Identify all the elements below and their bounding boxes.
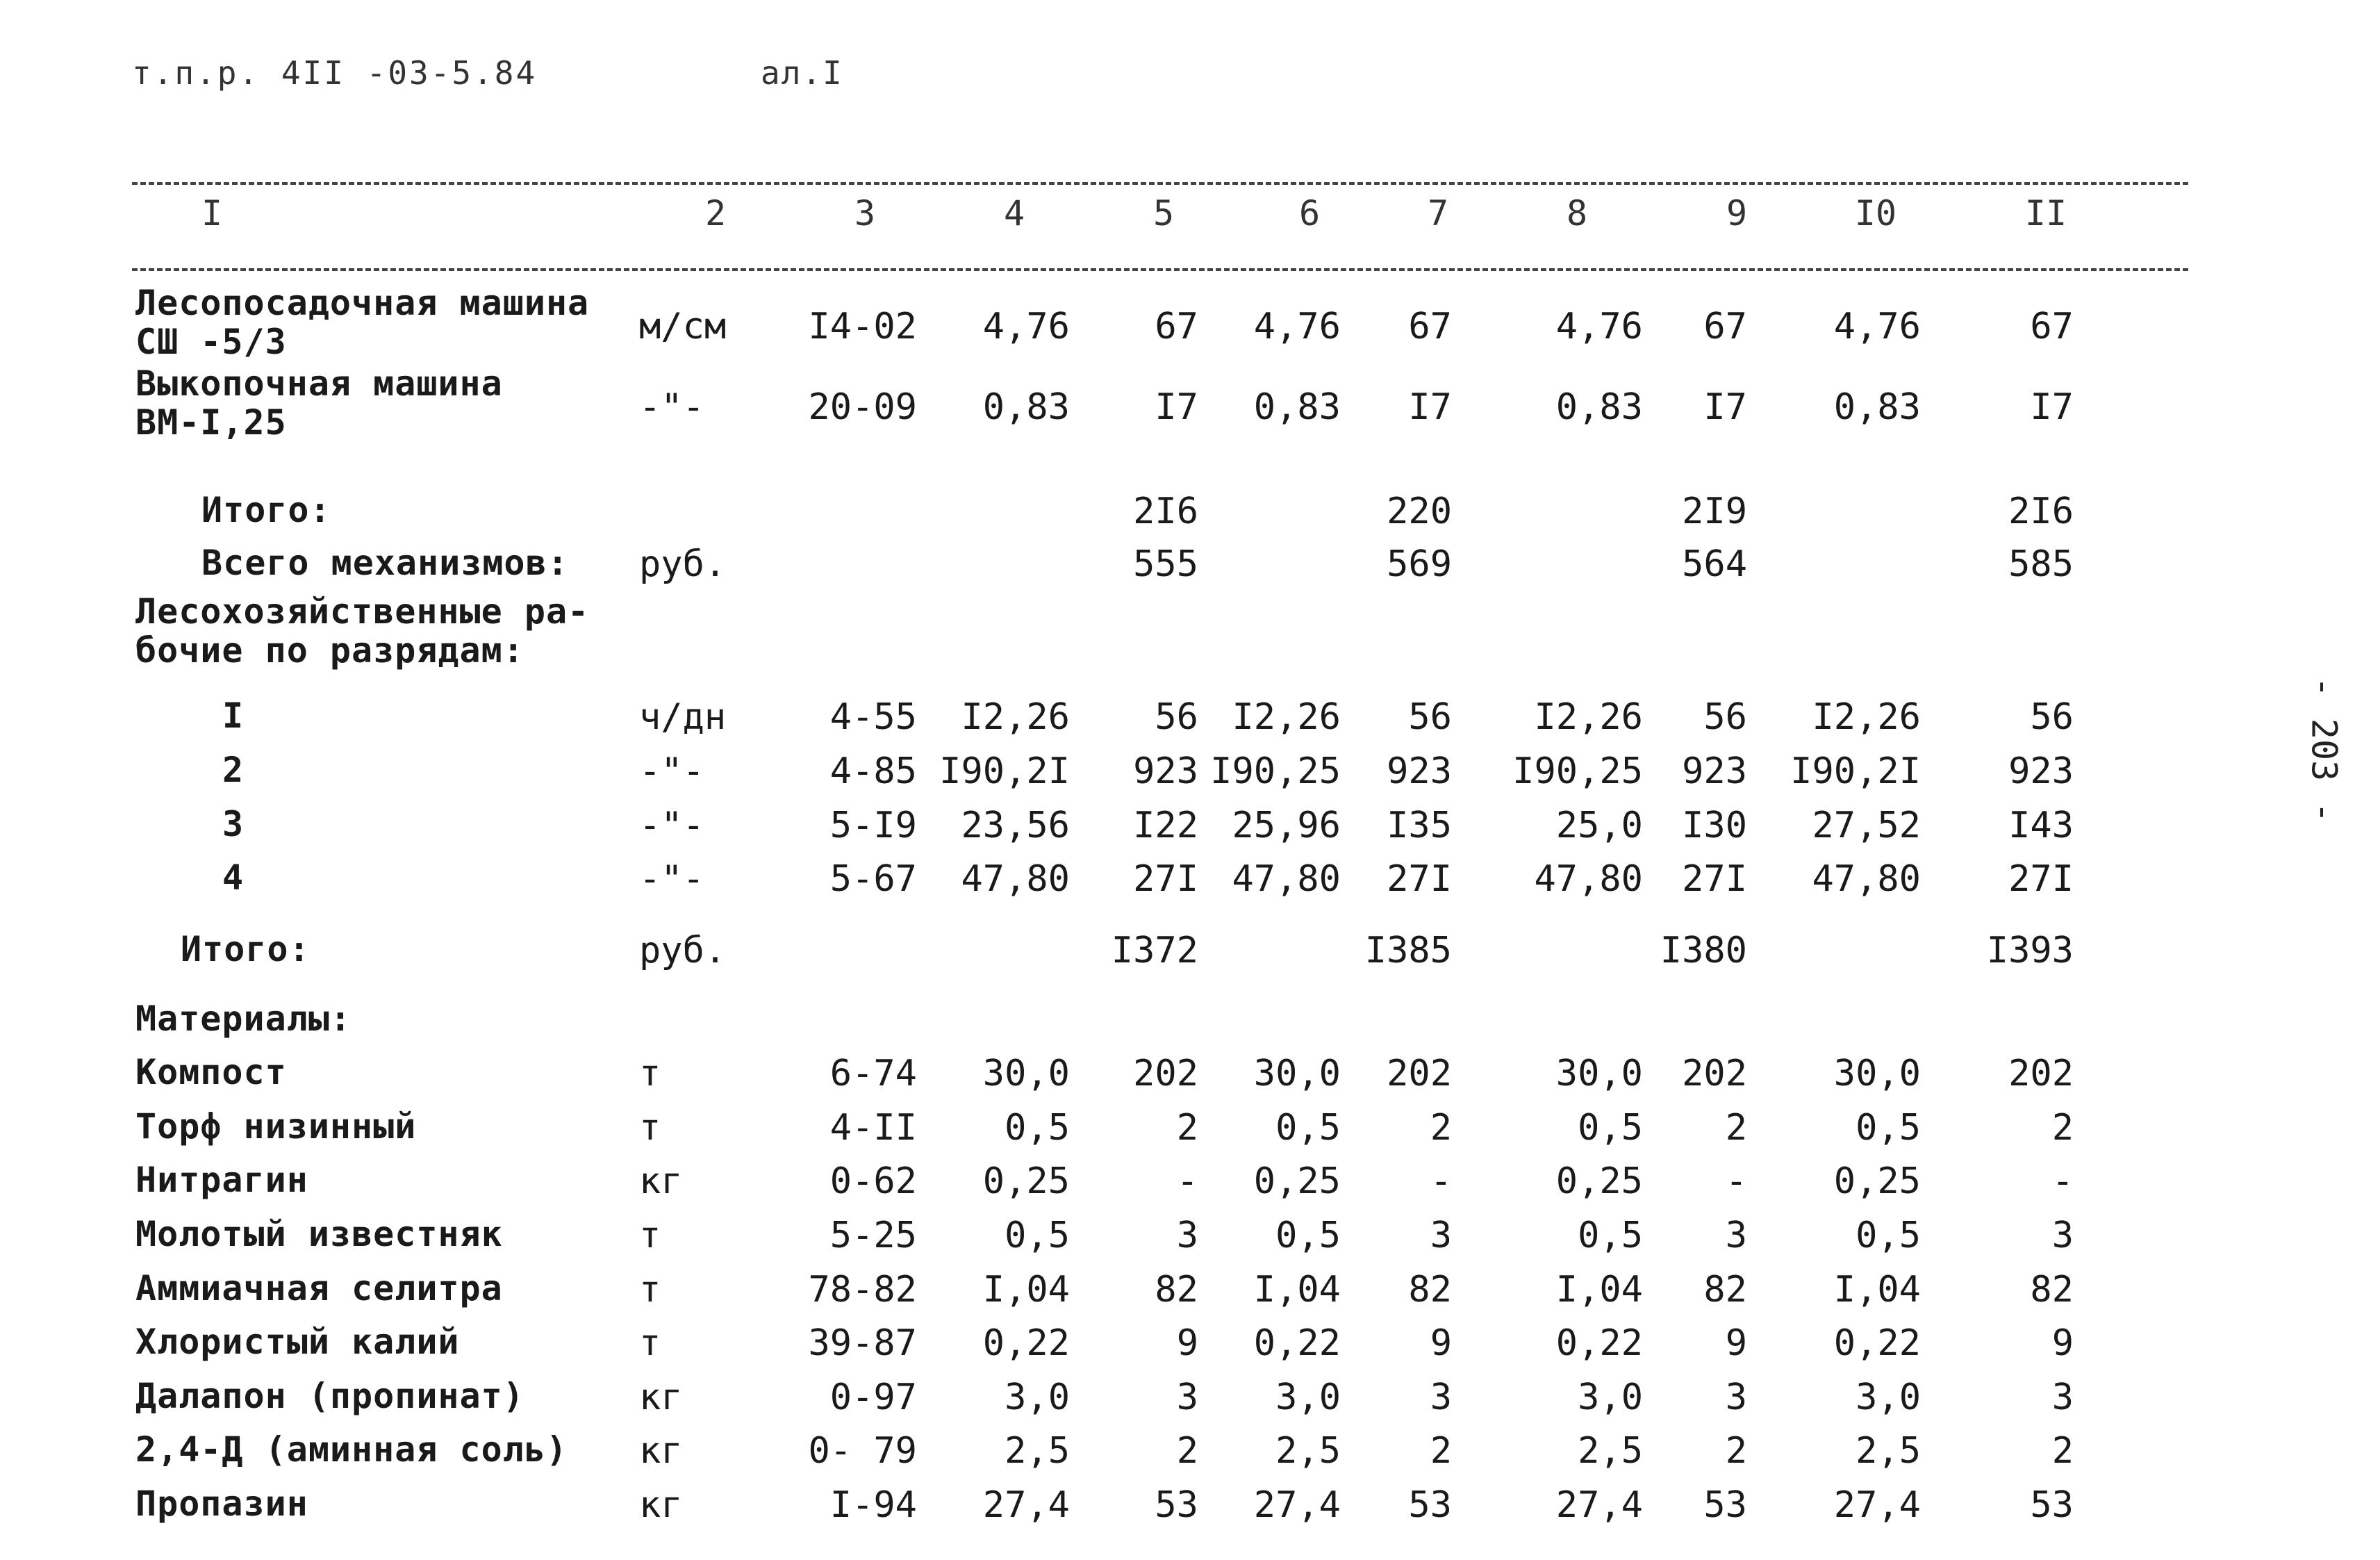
- row-value-col-10: 0,5: [1856, 1107, 1921, 1149]
- row-value-col-10: 0,5: [1856, 1215, 1921, 1256]
- row-code: 5-25: [829, 1215, 917, 1256]
- row-value-col-5: 67: [1155, 306, 1198, 347]
- row-label: [222, 805, 244, 844]
- row-label: [135, 1484, 308, 1523]
- row-value-col-8: 30,0: [1555, 1053, 1643, 1094]
- row-value-col-5: 56: [1155, 696, 1198, 738]
- row-value-col-8: 4,76: [1555, 306, 1643, 347]
- row-value-col-5: 202: [1133, 1053, 1198, 1094]
- row-value-col-4: 0,25: [982, 1160, 1070, 1202]
- row-value-col-7: I385: [1364, 930, 1452, 971]
- row-label-line: Материалы:: [135, 999, 352, 1039]
- row-value-col-5: 27I: [1133, 858, 1198, 900]
- row-value-col-6: I2,26: [1232, 696, 1341, 738]
- row-code: I4-02: [808, 306, 917, 347]
- header-bottom-rule: [132, 268, 2188, 271]
- row-label: [135, 284, 589, 361]
- row-code: 78-82: [808, 1269, 917, 1311]
- row-value-col-11: I7: [2030, 386, 2074, 428]
- row-unit: т: [639, 1322, 661, 1364]
- row-label-line: Хлористый калий: [135, 1322, 460, 1362]
- page-number: - 203 -: [2304, 676, 2345, 823]
- row-value-col-4: 4,76: [982, 306, 1070, 347]
- row-value-col-11: -: [2051, 1160, 2074, 1202]
- row-value-col-7: 202: [1387, 1053, 1452, 1094]
- row-value-col-8: 47,80: [1534, 858, 1643, 900]
- row-unit: кг: [639, 1377, 683, 1418]
- row-label-line: Торф низинный: [135, 1106, 417, 1147]
- row-label: [135, 592, 589, 670]
- column-header-1: I: [201, 193, 223, 233]
- row-label-line: Итого:: [201, 490, 331, 530]
- row-value-col-9: 923: [1682, 750, 1747, 792]
- row-value-col-9: 564: [1682, 543, 1747, 585]
- row-value-col-5: I7: [1155, 386, 1198, 428]
- row-value-col-9: 9: [1725, 1322, 1747, 1364]
- row-unit: кг: [639, 1484, 683, 1526]
- row-value-col-6: I90,25: [1210, 750, 1341, 792]
- row-label: [135, 1107, 416, 1146]
- row-value-col-10: I2,26: [1812, 696, 1921, 738]
- row-value-col-11: 82: [2030, 1269, 2074, 1311]
- row-label: [135, 1215, 503, 1254]
- row-value-col-8: I90,25: [1512, 750, 1643, 792]
- row-label: [135, 1160, 308, 1199]
- row-code: I-94: [829, 1484, 917, 1526]
- row-value-col-9: 202: [1682, 1053, 1747, 1094]
- row-value-col-7: 82: [1408, 1269, 1452, 1311]
- row-label-line: Молотый известняк: [135, 1214, 503, 1254]
- row-label: [222, 858, 244, 897]
- row-value-col-10: 3,0: [1856, 1377, 1921, 1418]
- row-label-line: Итого:: [181, 929, 311, 969]
- row-value-col-6: 2,5: [1275, 1430, 1341, 1472]
- row-value-col-10: 4,76: [1833, 306, 1921, 347]
- row-unit: -"-: [639, 805, 704, 846]
- row-value-col-11: I43: [2008, 805, 2074, 846]
- row-value-col-10: 0,83: [1833, 386, 1921, 428]
- row-label-line: 3: [222, 804, 245, 844]
- row-value-col-6: 0,5: [1275, 1215, 1341, 1256]
- row-label: [222, 696, 244, 735]
- row-value-col-8: 0,5: [1578, 1107, 1643, 1149]
- row-code: 4-II: [829, 1107, 917, 1149]
- header-top-rule: [132, 182, 2188, 185]
- row-label-line: Далапон (пропинат): [135, 1376, 524, 1416]
- row-value-col-11: 53: [2030, 1484, 2074, 1526]
- row-value-col-8: 3,0: [1578, 1377, 1643, 1418]
- row-value-col-5: 2I6: [1133, 491, 1198, 532]
- row-value-col-10: I,04: [1833, 1269, 1921, 1311]
- row-label-line: I: [222, 696, 245, 736]
- row-label-line: 2,4-Д (аминная соль): [135, 1429, 568, 1470]
- row-label: [135, 364, 503, 442]
- row-value-col-4: I90,2I: [939, 750, 1070, 792]
- row-value-col-5: 53: [1155, 1484, 1198, 1526]
- row-value-col-10: 27,4: [1833, 1484, 1921, 1526]
- row-value-col-9: 56: [1703, 696, 1747, 738]
- document-code: т.п.р. 4II -03-5.84: [132, 54, 538, 92]
- row-value-col-8: 25,0: [1555, 805, 1643, 846]
- row-value-col-8: 2,5: [1578, 1430, 1643, 1472]
- row-value-col-9: 82: [1703, 1269, 1747, 1311]
- row-unit: т: [639, 1053, 661, 1094]
- row-value-col-5: 3: [1176, 1215, 1198, 1256]
- row-value-col-11: 585: [2008, 543, 2074, 585]
- column-header-3: 3: [854, 193, 876, 233]
- row-value-col-4: 0,22: [982, 1322, 1070, 1364]
- sheet-label: ал.I: [761, 54, 843, 92]
- row-unit: -"-: [639, 386, 704, 428]
- row-value-col-7: 53: [1408, 1484, 1452, 1526]
- row-code: 0- 79: [808, 1430, 917, 1472]
- row-label: [135, 1269, 503, 1308]
- row-label-line: 4: [222, 857, 245, 898]
- row-label-line: Пропазин: [135, 1484, 308, 1524]
- row-label-line: Выкопочная машина: [135, 363, 503, 404]
- row-value-col-9: 2: [1725, 1430, 1747, 1472]
- row-unit: кг: [639, 1430, 683, 1472]
- row-value-col-4: 3,0: [1005, 1377, 1070, 1418]
- row-value-col-9: 53: [1703, 1484, 1747, 1526]
- row-value-col-11: 27I: [2008, 858, 2074, 900]
- row-value-col-4: 23,56: [961, 805, 1070, 846]
- row-value-col-4: I,04: [982, 1269, 1070, 1311]
- row-value-col-7: 56: [1408, 696, 1452, 738]
- row-value-col-10: 0,22: [1833, 1322, 1921, 1364]
- row-unit: т: [639, 1269, 661, 1311]
- row-value-col-7: I7: [1408, 386, 1452, 428]
- row-unit: т: [639, 1215, 661, 1256]
- row-value-col-11: 9: [2051, 1322, 2074, 1364]
- row-value-col-6: 0,22: [1253, 1322, 1341, 1364]
- row-code: 4-85: [829, 750, 917, 792]
- row-value-col-10: 27,52: [1812, 805, 1921, 846]
- row-label: [135, 1430, 568, 1469]
- row-value-col-7: 569: [1387, 543, 1452, 585]
- row-label-line: ВМ-I,25: [135, 402, 287, 443]
- row-value-col-10: 47,80: [1812, 858, 1921, 900]
- row-unit: -"-: [639, 750, 704, 792]
- row-value-col-11: 923: [2008, 750, 2074, 792]
- row-value-col-9: 67: [1703, 306, 1747, 347]
- row-value-col-7: 220: [1387, 491, 1452, 532]
- row-unit: руб.: [639, 543, 727, 585]
- row-value-col-8: 0,5: [1578, 1215, 1643, 1256]
- column-header-8: 8: [1566, 193, 1588, 233]
- row-value-col-10: 2,5: [1856, 1430, 1921, 1472]
- row-label-line: Нитрагин: [135, 1160, 308, 1200]
- row-value-col-8: I,04: [1555, 1269, 1643, 1311]
- row-value-col-6: 0,25: [1253, 1160, 1341, 1202]
- row-value-col-6: 0,5: [1275, 1107, 1341, 1149]
- row-value-col-4: 0,83: [982, 386, 1070, 428]
- row-value-col-5: I22: [1133, 805, 1198, 846]
- row-value-col-9: 3: [1725, 1215, 1747, 1256]
- row-value-col-8: 0,25: [1555, 1160, 1643, 1202]
- row-value-col-9: I7: [1703, 386, 1747, 428]
- row-code: 5-I9: [829, 805, 917, 846]
- row-code: 0-62: [829, 1160, 917, 1202]
- row-value-col-7: -: [1430, 1160, 1452, 1202]
- row-value-col-9: -: [1725, 1160, 1747, 1202]
- column-header-10: I0: [1854, 193, 1897, 233]
- row-code: 0-97: [829, 1377, 917, 1418]
- row-label-line: Компост: [135, 1052, 287, 1092]
- row-value-col-9: 2I9: [1682, 491, 1747, 532]
- row-value-col-11: 2I6: [2008, 491, 2074, 532]
- row-label-line: Аммиачная селитра: [135, 1268, 503, 1308]
- row-value-col-4: 47,80: [961, 858, 1070, 900]
- row-unit: кг: [639, 1160, 683, 1202]
- row-label: [135, 999, 352, 1038]
- row-label: [135, 1322, 460, 1361]
- row-value-col-6: 0,83: [1253, 386, 1341, 428]
- row-value-col-7: 27I: [1387, 858, 1452, 900]
- row-label: [201, 491, 331, 529]
- row-label: [181, 930, 311, 969]
- row-value-col-6: 4,76: [1253, 306, 1341, 347]
- row-value-col-6: 27,4: [1253, 1484, 1341, 1526]
- row-value-col-5: 82: [1155, 1269, 1198, 1311]
- row-value-col-4: 0,5: [1005, 1107, 1070, 1149]
- row-label: [201, 543, 569, 582]
- row-value-col-7: 9: [1430, 1322, 1452, 1364]
- row-label-line: Лесопосадочная машина: [135, 283, 590, 323]
- row-value-col-4: 0,5: [1005, 1215, 1070, 1256]
- row-label: [135, 1053, 287, 1092]
- row-value-col-7: 2: [1430, 1107, 1452, 1149]
- row-value-col-5: -: [1176, 1160, 1198, 1202]
- row-value-col-6: I,04: [1253, 1269, 1341, 1311]
- row-label: [222, 750, 244, 789]
- row-value-col-10: 30,0: [1833, 1053, 1921, 1094]
- row-value-col-4: I2,26: [961, 696, 1070, 738]
- row-value-col-5: 2: [1176, 1107, 1198, 1149]
- column-header-9: 9: [1726, 193, 1748, 233]
- row-unit: ч/дн: [639, 696, 727, 738]
- row-value-col-5: 9: [1176, 1322, 1198, 1364]
- column-header-4: 4: [1003, 193, 1025, 233]
- row-value-col-9: I380: [1660, 930, 1747, 971]
- row-value-col-7: 2: [1430, 1430, 1452, 1472]
- row-code: 6-74: [829, 1053, 917, 1094]
- row-value-col-11: 3: [2051, 1377, 2074, 1418]
- row-label: [135, 1377, 524, 1415]
- row-code: 20-09: [808, 386, 917, 428]
- column-header-11: II: [2024, 193, 2067, 233]
- row-value-col-6: 30,0: [1253, 1053, 1341, 1094]
- row-code: 4-55: [829, 696, 917, 738]
- row-value-col-6: 47,80: [1232, 858, 1341, 900]
- row-value-col-8: 0,22: [1555, 1322, 1643, 1364]
- row-value-col-11: 2: [2051, 1107, 2074, 1149]
- row-value-col-7: I35: [1387, 805, 1452, 846]
- row-value-col-9: 3: [1725, 1377, 1747, 1418]
- row-value-col-6: 25,96: [1232, 805, 1341, 846]
- row-value-col-8: I2,26: [1534, 696, 1643, 738]
- row-value-col-11: 2: [2051, 1430, 2074, 1472]
- column-header-2: 2: [704, 193, 727, 233]
- row-value-col-11: 3: [2051, 1215, 2074, 1256]
- row-value-col-5: 555: [1133, 543, 1198, 585]
- row-value-col-4: 30,0: [982, 1053, 1070, 1094]
- row-value-col-9: 27I: [1682, 858, 1747, 900]
- row-value-col-11: 56: [2030, 696, 2074, 738]
- row-value-col-7: 3: [1430, 1377, 1452, 1418]
- row-value-col-5: 3: [1176, 1377, 1198, 1418]
- row-label-line: Всего механизмов:: [201, 543, 569, 583]
- row-value-col-7: 67: [1408, 306, 1452, 347]
- row-value-col-10: I90,2I: [1790, 750, 1921, 792]
- row-value-col-11: 202: [2008, 1053, 2074, 1094]
- column-header-5: 5: [1152, 193, 1175, 233]
- column-header-7: 7: [1427, 193, 1449, 233]
- row-label-line: бочие по разрядам:: [135, 630, 524, 671]
- row-value-col-8: 27,4: [1555, 1484, 1643, 1526]
- row-value-col-10: 0,25: [1833, 1160, 1921, 1202]
- row-value-col-9: 2: [1725, 1107, 1747, 1149]
- row-value-col-4: 27,4: [982, 1484, 1070, 1526]
- row-value-col-5: I372: [1111, 930, 1198, 971]
- row-label-line: СШ -5/3: [135, 322, 287, 362]
- row-label-line: 2: [222, 750, 245, 790]
- row-code: 39-87: [808, 1322, 917, 1364]
- row-unit: т: [639, 1107, 661, 1149]
- row-code: 5-67: [829, 858, 917, 900]
- row-label-line: Лесохозяйственные ра-: [135, 591, 590, 632]
- row-value-col-5: 2: [1176, 1430, 1198, 1472]
- row-value-col-5: 923: [1133, 750, 1198, 792]
- row-value-col-11: 67: [2030, 306, 2074, 347]
- row-value-col-11: I393: [1986, 930, 2074, 971]
- row-value-col-4: 2,5: [1005, 1430, 1070, 1472]
- row-value-col-8: 0,83: [1555, 386, 1643, 428]
- row-unit: -"-: [639, 858, 704, 900]
- row-unit: руб.: [639, 930, 727, 971]
- row-unit: м/см: [639, 306, 727, 347]
- row-value-col-7: 923: [1387, 750, 1452, 792]
- column-header-6: 6: [1298, 193, 1321, 233]
- row-value-col-6: 3,0: [1275, 1377, 1341, 1418]
- row-value-col-9: I30: [1682, 805, 1747, 846]
- row-value-col-7: 3: [1430, 1215, 1452, 1256]
